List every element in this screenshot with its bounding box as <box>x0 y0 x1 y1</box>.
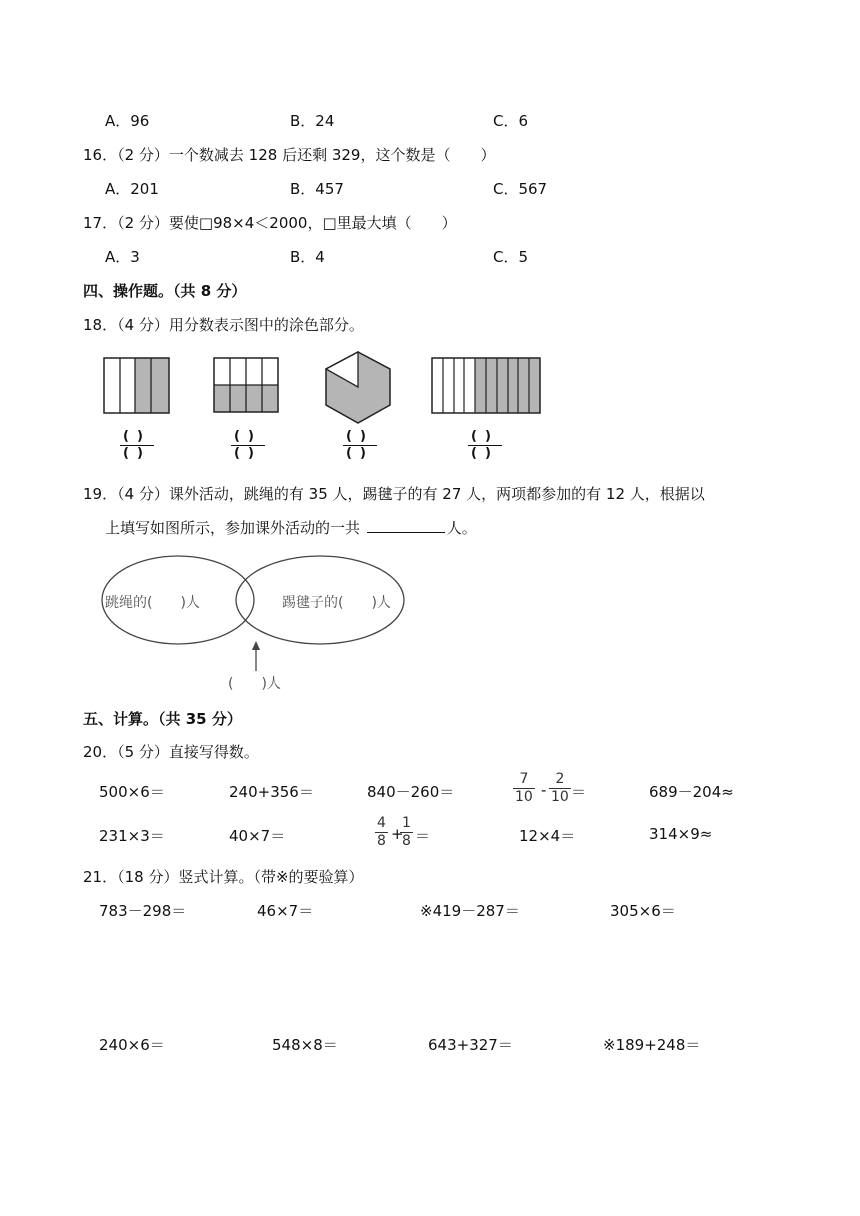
q15-option-b: B．24 <box>290 112 335 130</box>
q16-option-b: B．457 <box>290 180 344 198</box>
figure-rect-tenths <box>432 358 540 413</box>
q21-text: 21．（18 分）竖式计算。（带※的要验算） <box>83 868 364 886</box>
q20-item: 231×3＝ <box>99 827 165 845</box>
q20-item: 12×4＝ <box>519 827 576 845</box>
section-4-title: 四、操作题。（共 8 分） <box>83 282 247 300</box>
q18-answer-blank-3[interactable] <box>340 430 380 461</box>
paren-close: ) <box>485 446 499 461</box>
paren-open: ( <box>346 446 360 461</box>
q21-item: 240×6＝ <box>99 1036 165 1054</box>
q16-option-a: A．201 <box>105 180 159 198</box>
paren-close: ) <box>485 429 499 444</box>
q17-text: 17．（2 分）要使□98×4＜2000，□里最大填（ ） <box>83 214 457 232</box>
fraction-numerator: 4 <box>377 815 386 831</box>
q21-item: 46×7＝ <box>257 902 314 920</box>
q21-item: 548×8＝ <box>272 1036 338 1054</box>
figure-rect-quarters <box>104 358 169 413</box>
paren-open: ( <box>346 429 360 444</box>
paren-close: ) <box>360 446 374 461</box>
q16-text: 16．（2 分）一个数减去 128 后还剩 329，这个数是（ ） <box>83 146 496 164</box>
q19-text-line2 <box>105 517 477 538</box>
venn-right-label: 踢毽子的( )人 <box>282 595 391 611</box>
q20-item: 689－204≈ <box>649 783 734 801</box>
q18-answer-blank-4[interactable] <box>465 430 505 461</box>
q21-item: 643+327＝ <box>428 1036 513 1054</box>
fraction-numerator: 7 <box>519 771 529 787</box>
q18-answer-blank-2[interactable] <box>228 430 268 461</box>
q19-text-line1: 19．（4 分）课外活动，跳绳的有 35 人，踢毽子的有 27 人，两项都参加的有 12 人，根据以 <box>83 485 705 503</box>
q21-item: 305×6＝ <box>610 902 676 920</box>
venn-left-label: 跳绳的( )人 <box>105 595 200 611</box>
q19-text-before: 上填写如图所示，参加课外活动的一共 <box>105 519 361 537</box>
q15-option-c: C．6 <box>493 112 529 130</box>
q21-item: 783－298＝ <box>99 902 187 920</box>
q15-option-a: A．96 <box>105 112 150 130</box>
paren-close: ) <box>137 446 151 461</box>
q17-option-c: C．5 <box>493 248 529 266</box>
q19-text-after: 人。 <box>446 519 477 537</box>
q18-text: 18．（4 分）用分数表示图中的涂色部分。 <box>83 316 364 334</box>
fraction-numerator: 1 <box>402 815 411 831</box>
fraction-denominator: 8 <box>377 833 386 849</box>
q17-option-a: A．3 <box>105 248 140 266</box>
q20-item: 40×7＝ <box>229 827 286 845</box>
paren-open: ( <box>123 446 137 461</box>
figure-hexagon <box>326 352 390 423</box>
paren-close: ) <box>248 429 262 444</box>
paren-open: ( <box>234 429 248 444</box>
section-5-title: 五、计算。（共 35 分） <box>83 710 242 728</box>
venn-intersection-label: ( )人 <box>228 676 281 692</box>
q20-item: 314×9≈ <box>649 825 713 843</box>
q20-item: 500×6＝ <box>99 783 165 801</box>
q20-item: 240+356＝ <box>229 783 314 801</box>
fraction-operator: + <box>391 825 404 843</box>
paren-open: ( <box>471 429 485 444</box>
q16-option-c: C．567 <box>493 180 548 198</box>
paren-open: ( <box>123 429 137 444</box>
q20-text: 20．（5 分）直接写得数。 <box>83 743 259 761</box>
q21-item: ※419－287＝ <box>420 902 520 920</box>
paren-close: ) <box>360 429 374 444</box>
fraction-equals: ＝ <box>415 827 431 845</box>
fraction-numerator: 2 <box>555 771 565 787</box>
q19-answer-blank[interactable] <box>367 518 445 533</box>
q18-answer-blank-1[interactable] <box>117 430 157 461</box>
fraction-denominator: 10 <box>551 789 569 805</box>
paren-close: ) <box>248 446 262 461</box>
paren-open: ( <box>471 446 485 461</box>
fraction-equals: ＝ <box>571 783 587 801</box>
fraction-denominator: 8 <box>402 833 411 849</box>
fraction-operator: - <box>541 781 547 799</box>
q21-item: ※189+248＝ <box>603 1036 701 1054</box>
paren-close: ) <box>137 429 151 444</box>
paren-open: ( <box>234 446 248 461</box>
fraction-denominator: 10 <box>515 789 533 805</box>
q20-item: 840－260＝ <box>367 783 455 801</box>
q17-option-b: B．4 <box>290 248 325 266</box>
figure-rect-eighths <box>214 358 278 412</box>
q19-venn-diagram <box>100 553 406 690</box>
